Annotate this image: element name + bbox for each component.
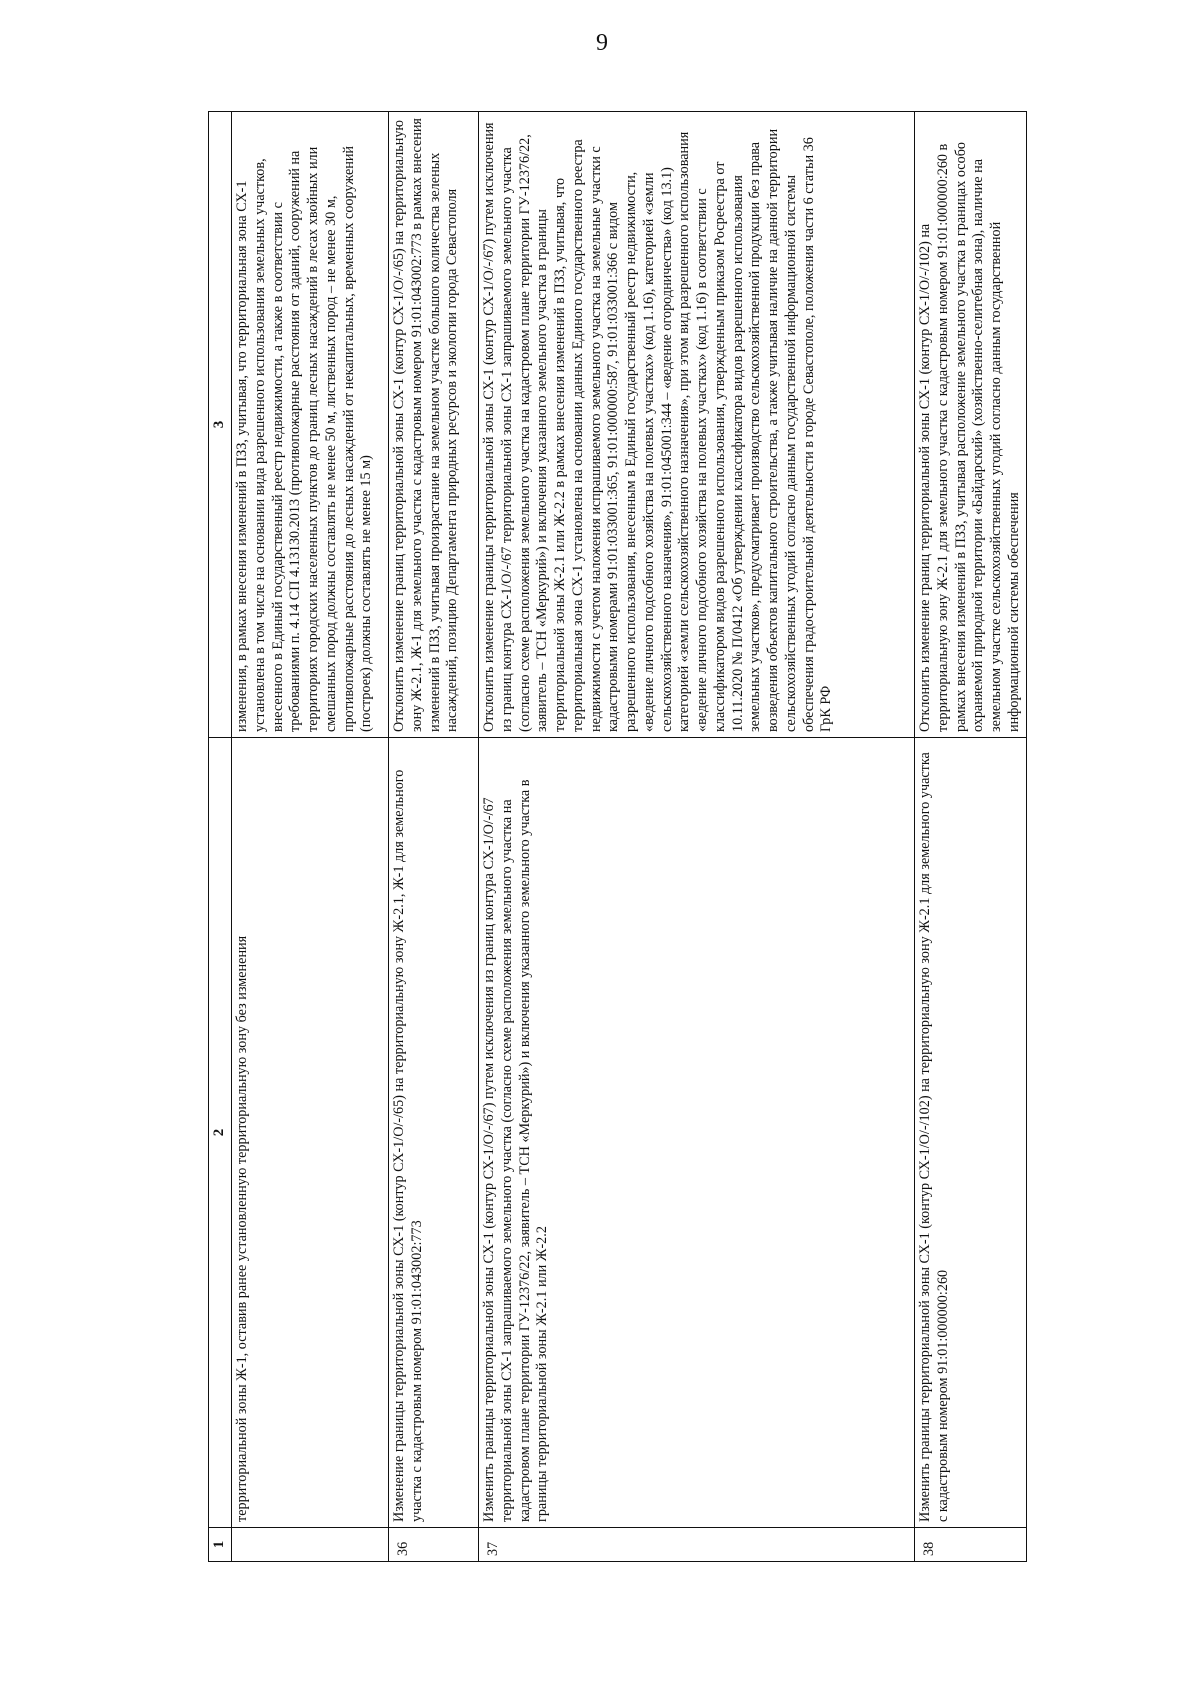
decision-cell bbox=[389, 112, 479, 738]
row-number: 37 bbox=[479, 1528, 915, 1562]
decision-cell bbox=[479, 112, 915, 738]
proposal-text: Изменить границы территориальной зоны СХ-1 (контур СХ-1/О/-/67) путем исключения из границ контура СХ-1/О/-/67 территориальной зоны СХ-1 запрашиваемого земельного участка (согласно схеме расположения земельного участка на кадастровом плане территории ГУ-12376/22, заявитель – ТСН «Меркурий») и включения указанного земельного участка в границы территориальной зоны Ж-2.1 или Ж-2.2 bbox=[481, 779, 551, 1522]
rotated-table-container bbox=[208, 112, 1108, 1562]
proposal-cell bbox=[479, 738, 915, 1528]
header-cell-1: 1 bbox=[209, 1528, 232, 1562]
row-number: 38 bbox=[915, 1528, 1027, 1562]
header-cell-2: 2 bbox=[209, 738, 232, 1528]
proposal-text: Изменение границы территориальной зоны СХ-1 (контур СХ-1/О/-/65) на территориальную зону Ж-2.1, Ж-1 для земельного участка с кадастровым номером 91:01:043002:773 bbox=[391, 769, 425, 1522]
decisions-table bbox=[208, 111, 1027, 1562]
proposal-text: Изменить границы территориальной зоны СХ-1 (контур СХ-1/О/-/102) на территориальную зону Ж-2.1 для земельного участка с кадастровым номером 91:01:000000:260 bbox=[917, 752, 951, 1522]
proposal-cell bbox=[915, 738, 1027, 1528]
decision-text: Отклонить изменение границ территориальной зоны СХ-1 (контур СХ-1/О/-/65) на территориальную зону Ж-2.1, Ж-1 для земельного участка с кадастровым номером 91:01:043002:773 в рамках внесения изменений в ПЗЗ, учитывая произрастание на земельном участке большого количества зеленых насаждений, позицию Департамента природных ресурсов и экологии города Севастополя bbox=[391, 118, 461, 732]
proposal-cell bbox=[389, 738, 479, 1528]
table-row bbox=[479, 112, 915, 1562]
decision-cell bbox=[232, 112, 389, 738]
row-number bbox=[232, 1528, 389, 1562]
table-row bbox=[232, 112, 389, 1562]
proposal-text: территориальной зоны Ж-1, оставив ранее установленную территориальную зону без изменения bbox=[234, 935, 250, 1522]
decision-text: Отклонить изменение границ территориальной зоны СХ-1 (контур СХ-1/О/-/102) на территориальную зону Ж-2.1 для земельного участка с кадастровым номером 91:01:000000:260 в рамках внесения изменений в ПЗЗ, учитывая расположение земельного участка в границах особо охраняемой природной территории «Байдарский» (хозяйственно-селитебная зона), наличие на земельном участке сельскохозяйственных угодий согласно данным государственной информационной системы обеспечения bbox=[917, 141, 1022, 732]
decision-text: Отклонить изменение границы территориальной зоны СХ-1 (контур СХ-1/О/-/67) путем исключения из границ контура СХ-1/О/-/67 территориальной зоны СХ-1 запрашиваемого земельного участка (согласно схеме расположения земельного участка на кадастровом плане территории ГУ-12376/22, заявитель – ТСН «Меркурий») и включения указанного земельного участка в границы территориальной зоны Ж-2.1 или Ж-2.2 в рамках внесения изменений в ПЗЗ, учитывая, что территориальная зона СХ-1 установлена на основании данных Единого государственного реестра недвижимости с учетом наложения испрашиваемого земельного участка на земельные участки с кадастровыми номерами 91:01:033001:365, 91:01:000000:587, 91:01:033001:366 с видом разрешенного использования, внесенным в Единый государственный реестр недвижимости, «ведение личного подсобного хозяйства на полевых участках» (код 1.16), категорией «земли сельскохозяйственного назначения», 91:01:045001:344 – «ведение огородничества» (код 13.1) категорией «земли сельскохозяйственного назначения», при этом вид разрешенного использования «ведение личного подсобного хозяйства на полевых участках» (код 1.16) в соответствии с классификатором видов разрешенного использования, утвержденным приказом Росреестра от 10.11.2020 № П/0412 «Об утверждении классификатора видов разрешенного использования земельных участков», предусматривает производство сельскохозяйственной продукции без права возведения объектов капитального строительства, а также учитывая наличие на данной территории сельскохозяйственных угодий согласно данным государственной информационной системы обеспечения градостроительной деятельности в городе Севастополе, положения части 6 статьи 36 ГрК РФ bbox=[481, 122, 835, 732]
decision-text: изменения, в рамках внесения изменений в ПЗЗ, учитывая, что территориальная зона СХ-1 установлена в том числе на основании вида разрешенного использования земельных участков, внесенного в Единый государственный реестр недвижимости, а также в соответствии с требованиями п. 4.14 СП 4.13130.2013 (противопожарные расстояния от зданий, сооружений на территориях городских населенных пунктов до границ лесных насаждений в лесах хвойных или смешанных пород должны составлять не менее 50 м, лиственных пород – не менее 30 м, противопожарные расстояния до лесных насаждений от некапитальных, временных сооружений (построек) должны составлять не менее 15 м) bbox=[234, 145, 375, 732]
table-header-row bbox=[209, 112, 232, 1562]
proposal-cell bbox=[232, 738, 389, 1528]
page-number: 9 bbox=[596, 30, 608, 56]
table-row bbox=[915, 112, 1027, 1562]
header-cell-3: 3 bbox=[209, 112, 232, 738]
table-row bbox=[389, 112, 479, 1562]
decision-cell bbox=[915, 112, 1027, 738]
row-number: 36 bbox=[389, 1528, 479, 1562]
